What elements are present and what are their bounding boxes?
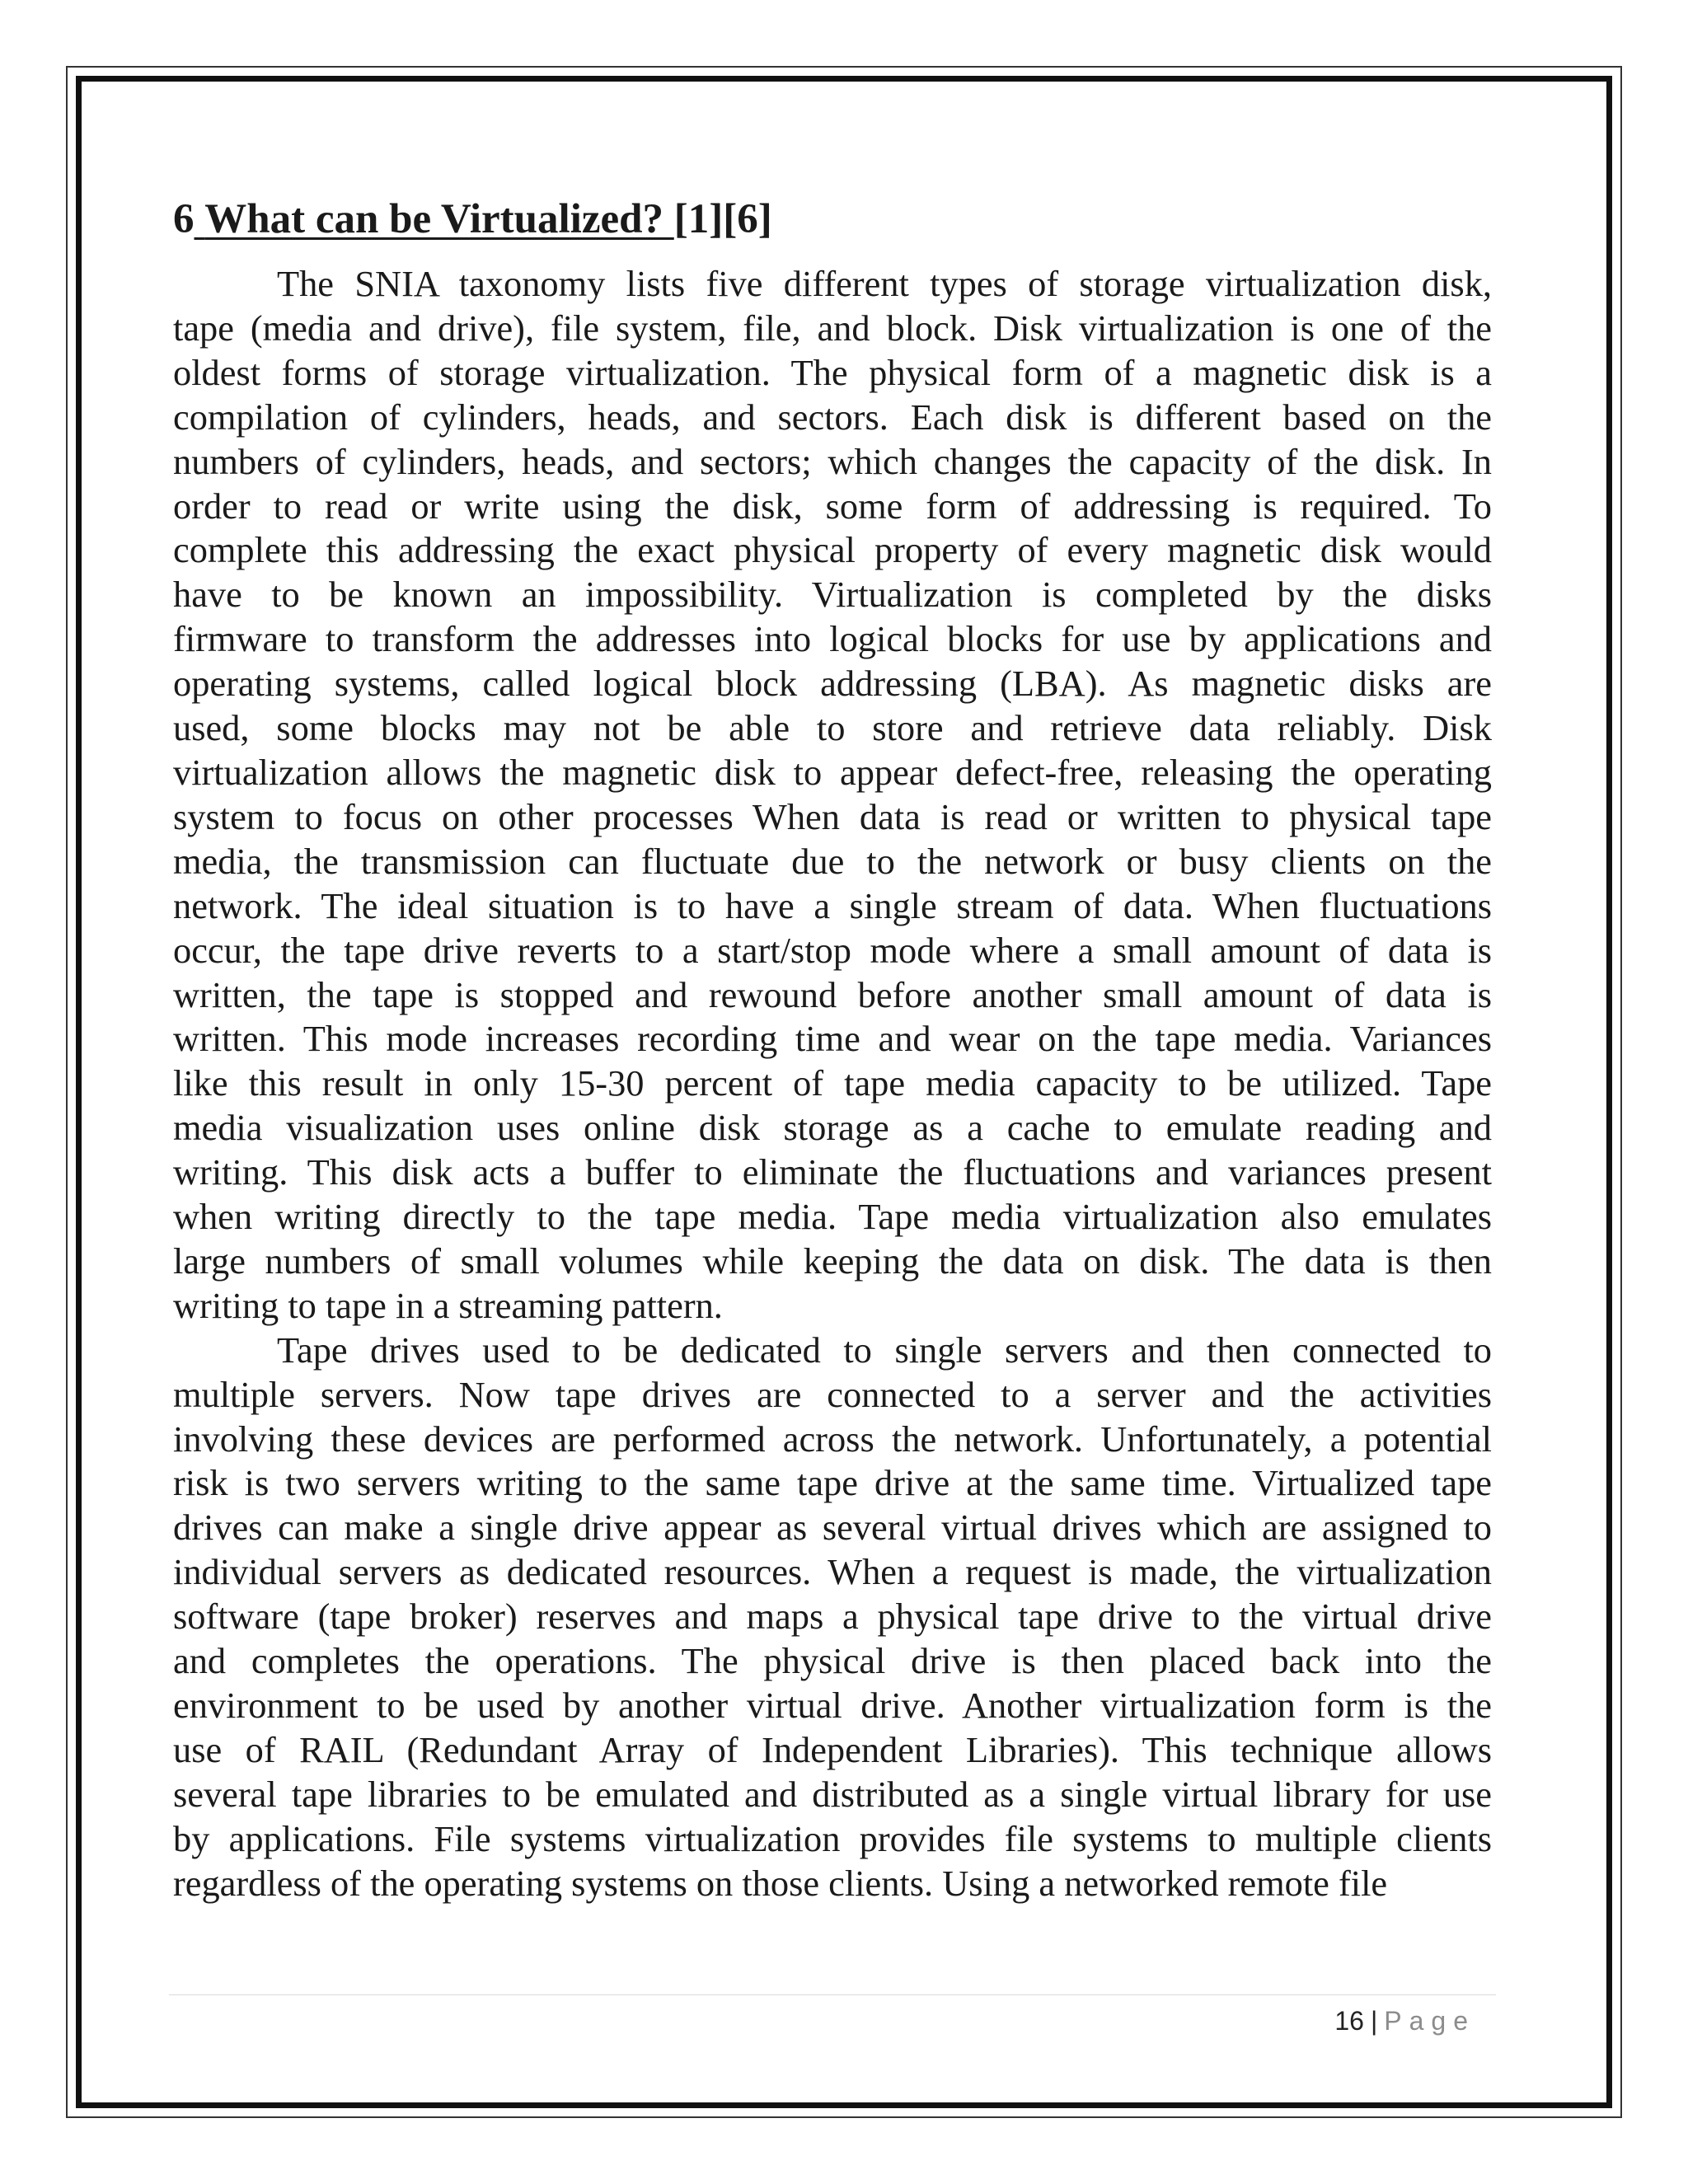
page-number: 16 <box>1334 2006 1364 2036</box>
section-heading <box>173 194 1492 244</box>
text-line: written. This mode increases recording time and wear on the tape media. Variances <box>173 1018 1492 1060</box>
text-line: several tape libraries to be emulated and distributed as a single virtual library for use <box>173 1773 1492 1815</box>
text-line: use of RAIL (Redundant Array of Independent Libraries). This technique allows <box>173 1728 1492 1770</box>
text-line: The SNIA taxonomy lists five different types of storage virtualization disk, <box>277 263 1492 304</box>
text-line: operating systems, called logical block addressing (LBA). As magnetic disks are <box>173 663 1492 705</box>
page-label: Page <box>1384 2006 1475 2036</box>
text-line: oldest forms of storage virtualization. The physical form of a magnetic disk is a <box>173 351 1492 393</box>
paragraph-1 <box>173 262 1492 1329</box>
page-footer <box>1334 2004 1475 2037</box>
text-line: have to be known an impossibility. Virtualization is completed by the disks <box>173 574 1492 616</box>
footer-separator: | <box>1370 2006 1378 2036</box>
text-line: Tape drives used to be dedicated to single servers and then connected to <box>277 1329 1492 1371</box>
text-line: involving these devices are performed across the network. Unfortunately, a potential <box>173 1418 1492 1460</box>
text-line: software (tape broker) reserves and maps a physical tape drive to the virtual drive <box>173 1596 1492 1638</box>
footer-divider <box>169 1994 1496 1995</box>
text-line: tape (media and drive), file system, file, and block. Disk virtualization is one of the <box>173 307 1492 349</box>
text-line: drives can make a single drive appear as several virtual drives which are assigned to <box>173 1507 1492 1549</box>
text-line: occur, the tape drive reverts to a start/stop mode where a small amount of data is <box>173 929 1492 971</box>
section-title: What can be Virtualized? <box>204 196 663 242</box>
text-line: firmware to transform the addresses into logical blocks for use by applications and <box>173 618 1492 660</box>
text-line: media, the transmission can fluctuate due to the network or busy clients on the <box>173 840 1492 882</box>
text-line: written, the tape is stopped and rewound before another small amount of data is <box>173 973 1492 1015</box>
text-line: risk is two servers writing to the same tape drive at the same time. Virtualized tape <box>173 1462 1492 1504</box>
text-line: compilation of cylinders, heads, and sectors. Each disk is different based on the <box>173 396 1492 438</box>
text-line: numbers of cylinders, heads, and sectors; which changes the capacity of the disk. In <box>173 440 1492 482</box>
text-line: individual servers as dedicated resources. When a request is made, the virtualization <box>173 1551 1492 1593</box>
text-line: and completes the operations. The physical drive is then placed back into the <box>173 1640 1492 1682</box>
text-line: regardless of the operating systems on those clients. Using a networked remote file <box>173 1862 1388 1904</box>
text-line: like this result in only 15-30 percent of tape media capacity to be utilized. Tape <box>173 1062 1492 1104</box>
text-line: by applications. File systems virtualization provides file systems to multiple clients <box>173 1817 1492 1859</box>
text-line: media visualization uses online disk storage as a cache to emulate reading and <box>173 1107 1492 1149</box>
text-line: system to focus on other processes When data is read or written to physical tape <box>173 795 1492 837</box>
section-number: 6 <box>173 196 195 242</box>
text-line: writing. This disk acts a buffer to eliminate the fluctuations and variances present <box>173 1151 1492 1193</box>
text-line: multiple servers. Now tape drives are connected to a server and the activities <box>173 1373 1492 1415</box>
text-line: used, some blocks may not be able to store and retrieve data reliably. Disk <box>173 707 1492 749</box>
text-line: when writing directly to the tape media. Tape media virtualization also emulates <box>173 1196 1492 1238</box>
section-references: [1][6] <box>673 196 772 242</box>
page-content <box>173 194 1492 1906</box>
paragraph-2 <box>173 1329 1492 1906</box>
text-line: virtualization allows the magnetic disk to appear defect-free, releasing the operating <box>173 751 1492 793</box>
text-line: order to read or write using the disk, some form of addressing is required. To <box>173 485 1492 527</box>
text-line: network. The ideal situation is to have a single stream of data. When fluctuations <box>173 884 1492 926</box>
text-line: complete this addressing the exact physical property of every magnetic disk would <box>173 529 1492 571</box>
text-line: large numbers of small volumes while keeping the data on disk. The data is then <box>173 1240 1492 1282</box>
text-line: writing to tape in a streaming pattern. <box>173 1284 723 1326</box>
text-line: environment to be used by another virtual drive. Another virtualization form is the <box>173 1685 1492 1726</box>
